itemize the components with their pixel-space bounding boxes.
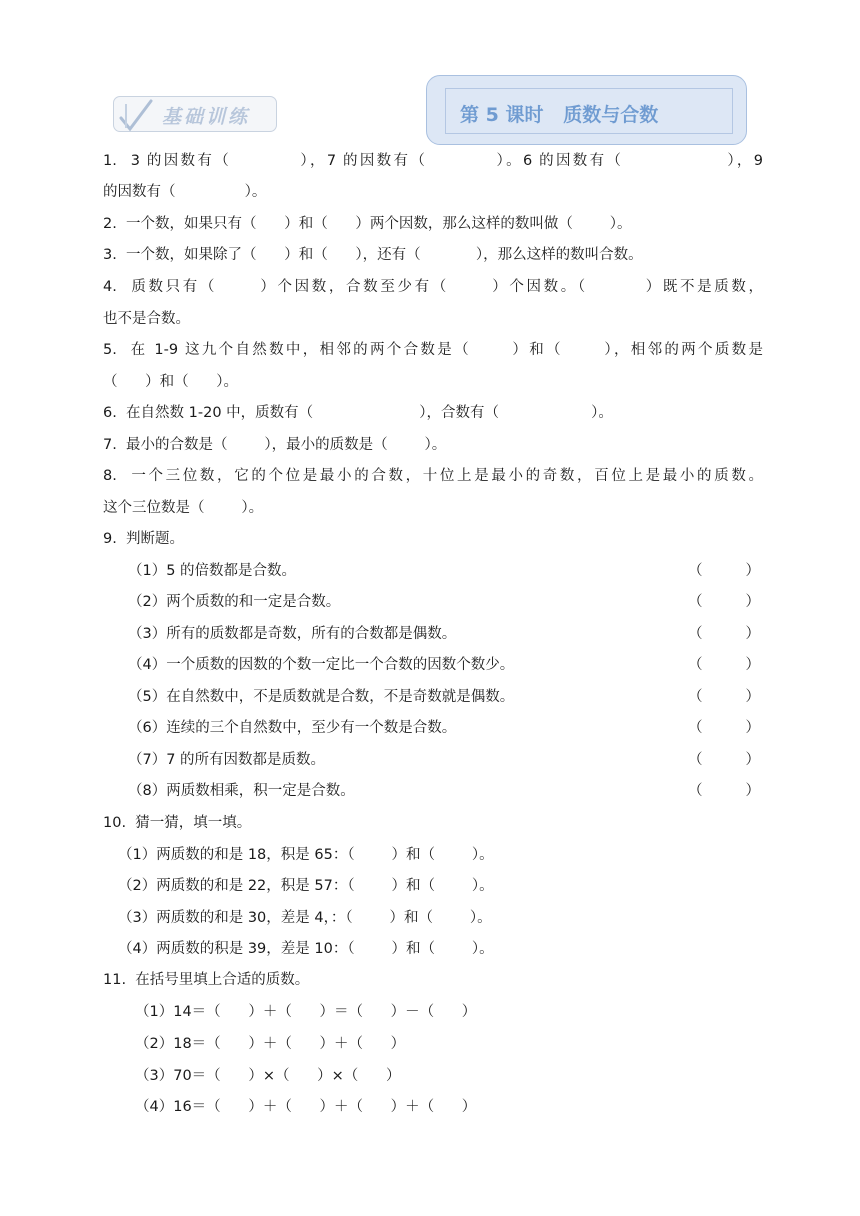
judgement-item: （3）所有的质数都是奇数，所有的合数都是偶数。 — [128, 626, 457, 642]
guess-item: （2）两质数的和是 22，积是 57：（ ）和（ ）。 — [118, 878, 494, 894]
judgement-item: （4）一个质数的因数的个数一定比一个合数的因数个数少。 — [128, 657, 515, 673]
prime-fill-item: （4）16＝（ ）＋（ ）＋（ ）＋（ ） — [135, 1099, 477, 1115]
judgement-answer-blank: （ ） — [688, 594, 760, 610]
prime-fill-item: （3）70＝（ ）×（ ）×（ ） — [135, 1068, 401, 1084]
question-4-line-2: 也不是合数。 — [103, 311, 190, 327]
question-8-line-1: 8. 一个三位数，它的个位是最小的合数，十位上是最小的奇数，百位上是最小的质数。 — [103, 468, 763, 484]
guess-item: （1）两质数的和是 18，积是 65：（ ）和（ ）。 — [118, 847, 494, 863]
judgement-answer-blank: （ ） — [688, 752, 760, 768]
judgement-item: （5）在自然数中，不是质数就是合数，不是奇数就是偶数。 — [128, 689, 515, 705]
question-6: 6. 在自然数 1-20 中，质数有（ ），合数有（ ）。 — [103, 405, 613, 421]
judgement-item: （1）5 的倍数都是合数。 — [128, 563, 297, 579]
lesson-title: 第 5 课时 质数与合数 — [460, 104, 659, 126]
judgement-answer-blank: （ ） — [688, 720, 760, 736]
question-1-line-1: 1. 3 的因数有（ ），7 的因数有（ ）。6 的因数有（ ），9 — [103, 153, 763, 169]
question-8-line-2: 这个三位数是（ ）。 — [103, 500, 264, 516]
question-1-line-2: 的因数有（ ）。 — [103, 184, 267, 200]
prime-fill-item: （1）14＝（ ）＋（ ）＝（ ）－（ ） — [135, 1004, 477, 1020]
question-5-line-1: 5. 在 1-9 这九个自然数中，相邻的两个合数是（ ）和（ ），相邻的两个质数是 — [103, 342, 763, 358]
badge-label: 基础训练 — [162, 106, 251, 128]
judgement-item: （6）连续的三个自然数中，至少有一个数是合数。 — [128, 720, 457, 736]
prime-fill-item: （2）18＝（ ）＋（ ）＋（ ） — [135, 1036, 406, 1052]
judgement-item: （2）两个质数的和一定是合数。 — [128, 594, 341, 610]
checkmark-icon — [116, 98, 154, 132]
question-3: 3. 一个数，如果除了（ ）和（ ），还有（ ），那么这样的数叫合数。 — [103, 247, 643, 263]
judgement-item: （7）7 的所有因数都是质数。 — [128, 752, 326, 768]
judgement-answer-blank: （ ） — [688, 689, 760, 705]
question-11-heading: 11. 在括号里填上合适的质数。 — [103, 972, 310, 988]
question-4-line-1: 4. 质数只有（ ）个因数，合数至少有（ ）个因数。（ ）既不是质数， — [103, 279, 763, 295]
question-5-line-2: （ ）和（ ）。 — [103, 374, 239, 390]
guess-item: （3）两质数的和是 30，差是 4，：（ ）和（ ）。 — [118, 910, 492, 926]
judgement-item: （8）两质数相乘，积一定是合数。 — [128, 783, 355, 799]
question-9-heading: 9. 判断题。 — [103, 531, 185, 547]
judgement-answer-blank: （ ） — [688, 626, 760, 642]
judgement-answer-blank: （ ） — [688, 657, 760, 673]
guess-item: （4）两质数的积是 39，差是 10：（ ）和（ ）。 — [118, 941, 494, 957]
judgement-answer-blank: （ ） — [688, 563, 760, 579]
lesson-title-frame — [445, 88, 733, 134]
question-10-heading: 10. 猜一猜，填一填。 — [103, 815, 252, 831]
question-2: 2. 一个数，如果只有（ ）和（ ）两个因数，那么这样的数叫做（ ）。 — [103, 216, 632, 232]
section-badge — [113, 96, 277, 132]
question-7: 7. 最小的合数是（ ），最小的质数是（ ）。 — [103, 437, 447, 453]
lesson-title-box — [426, 75, 747, 145]
judgement-answer-blank: （ ） — [688, 783, 760, 799]
